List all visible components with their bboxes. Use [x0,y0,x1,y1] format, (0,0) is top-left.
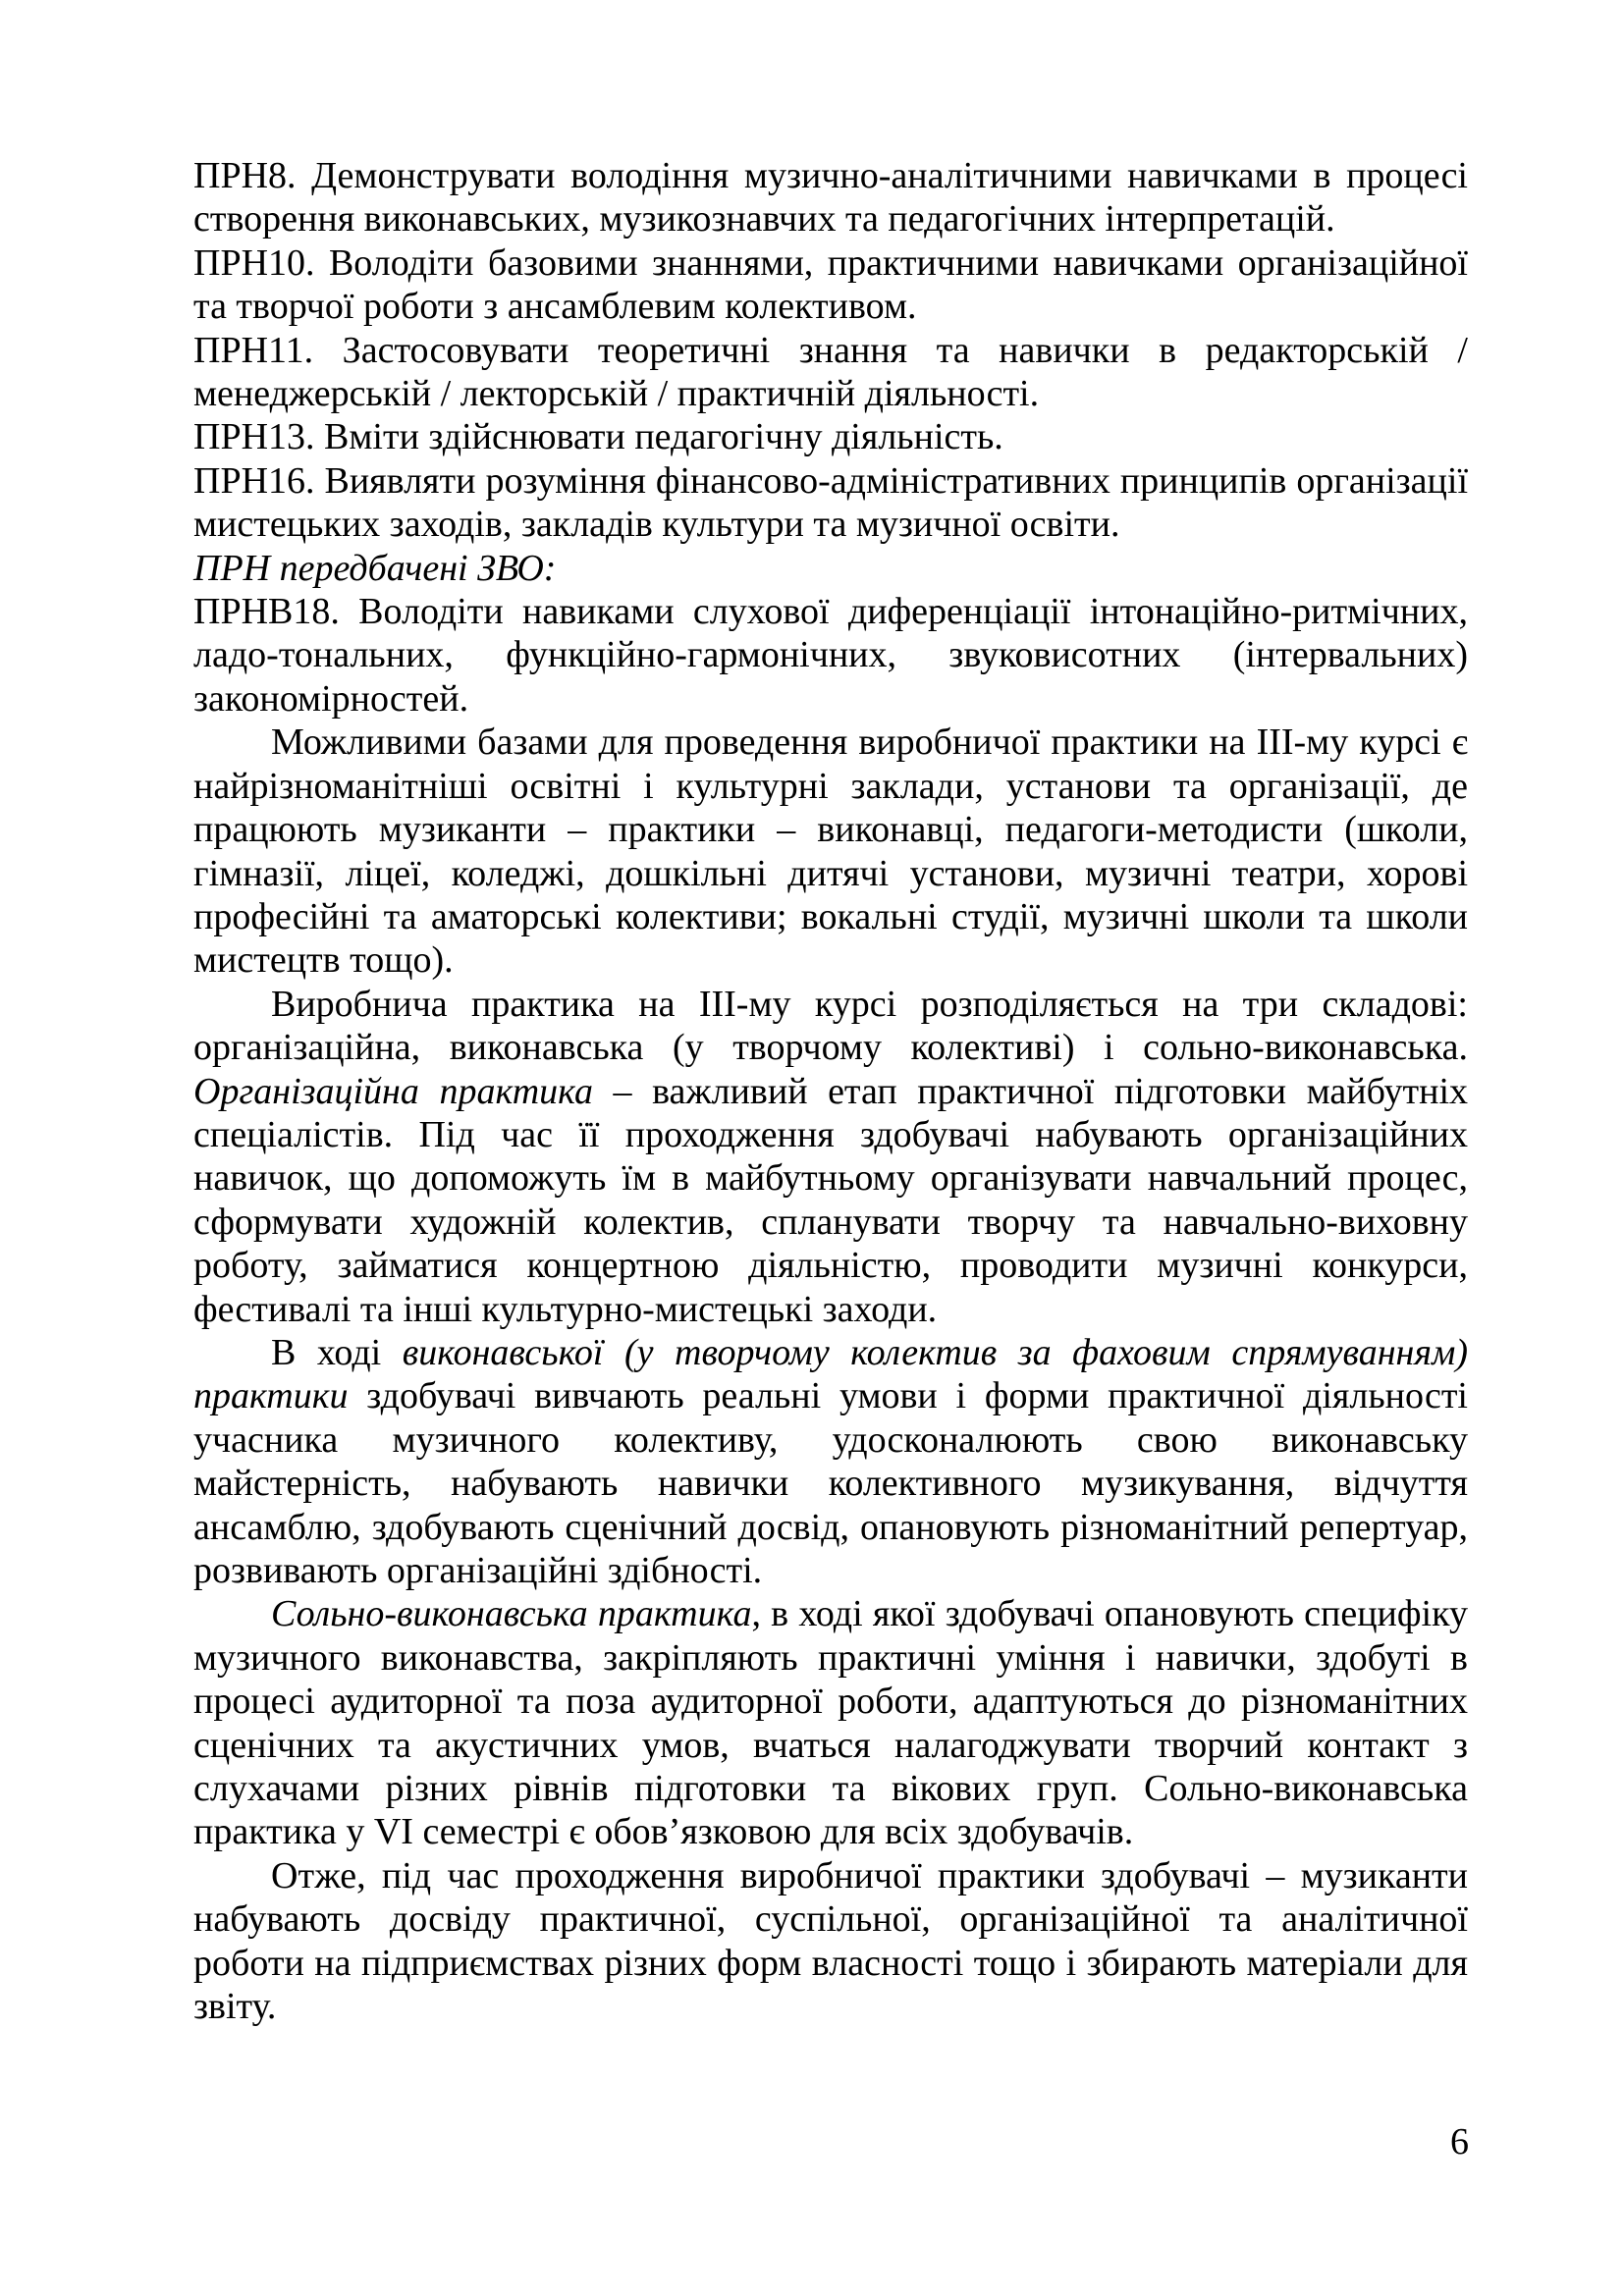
text-content [193,154,1468,2028]
paragraph-prn10 [193,241,1468,329]
paragraph-text: В ході [271,1331,403,1373]
paragraph-prn8 [193,154,1468,241]
paragraph-text: , в ході якої здобувачі опановують специфіку музичного виконавства, закріпляють практичні уміння і навички, здобуті в процесі аудиторної та поза аудиторної роботи, адаптуються до різноманітних сценічних та акустичних умов, вчаться налагоджувати творчий контакт з слухачами різних рівнів підготовки та вікових груп. Сольно-виконавська практика у VI семестрі є обов’язковою для всіх здобувачів. [193,1593,1468,1853]
paragraph-text-italic: Організаційна практика [193,1070,593,1112]
paragraph-prn13 [193,415,1468,458]
paragraph-text: – важливий етап практичної підготовки майбутніх спеціалістів. Під час її проходження здобувачі набувають організаційних навичок, що допоможуть їм в майбутньому організувати навчальний процес, сформувати художній колектив, спланувати творчу та навчально-виховну роботу, займатися концертною діяльністю, проводити музичні конкурси, фестивалі та інші культурно-мистецькі заходи. [193,1070,1468,1330]
paragraph-text: ПРН8. Демонструвати володіння музично-аналітичними навичками в процесі створення виконавських, музикознавчих та педагогічних інтерпретацій. [193,155,1468,240]
paragraph-otzhe [193,1854,1468,2029]
paragraph-text-italic: виконавської (у творчому колектив за фаховим спрямуванням) практики [193,1331,1468,1417]
paragraph-text: ПРН10. Володіти базовими знаннями, практичними навичками організаційної та творчої роботи з ансамблевим колективом. [193,241,1468,328]
paragraph-text: Отже, під час проходження виробничої практики здобувачі – музиканти набувають досвіду практичної, суспільної, організаційної та аналітичної роботи на підприємствах різних форм власності тощо і збирають матеріали для звіту. [193,1854,1468,2028]
paragraph-text: Можливими базами для проведення виробничої практики на ІІІ-му курсі є найрізноманітніші освітні і культурні заклади, установи та організації, де працюють музиканти – практики – виконавці, педагоги-методисти (школи, гімназії, ліцеї, коледжі, дошкільні дитячі установи, музичні театри, хорові професійні та аматорські колективи; вокальні студії, музичні школи та школи мистецтв тощо). [193,721,1468,982]
paragraph-text: Виробнича практика на ІІІ-му курсі розподіляється на три складові: організаційна, виконавська (у творчому колективі) і сольно-виконавська. [193,983,1468,1069]
paragraph-text-italic: Сольно-виконавська практика [271,1593,752,1635]
paragraph-vykonavska [193,1331,1468,1592]
paragraph-text: ПРН16. Виявляти розуміння фінансово-адміністративних принципів організації мистецьких заходів, закладів культури та музичної освіти. [193,459,1468,546]
paragraph-prn11 [193,329,1468,416]
paragraph-prnv18 [193,590,1468,721]
paragraph-bases [193,721,1468,982]
paragraph-prn-zvo [193,547,1468,590]
paragraph-text-italic: ПРН передбачені ЗВО: [193,547,557,589]
paragraph-text: здобувачі вивчають реальні умови і форми практичної діяльності учасника музичного колективу, удосконалюють свою виконавську майстерність, набувають навички колективного музикування, відчуття ансамблю, здобувають сценічний досвід, опановують різноманітний репертуар, розвивають організаційні здібності. [193,1375,1468,1591]
paragraph-text: ПРНВ18. Володіти навиками слухової диференціації інтонаційно-ритмічних, ладо-тональних, функційно-гармонічних, звуковисотних (інтервальних) закономірностей. [193,591,1468,720]
paragraph-text: ПРН13. Вміти здійснювати педагогічну діяльність. [193,416,1003,458]
paragraph-solno [193,1592,1468,1853]
paragraph-vyrobnycha [193,983,1468,1331]
paragraph-text: ПРН11. Застосовувати теоретичні знання та навички в редакторській / менеджерській / лекторській / практичній діяльності. [193,329,1468,415]
paragraph-prn16 [193,459,1468,547]
page-number: 6 [1450,2121,1469,2163]
